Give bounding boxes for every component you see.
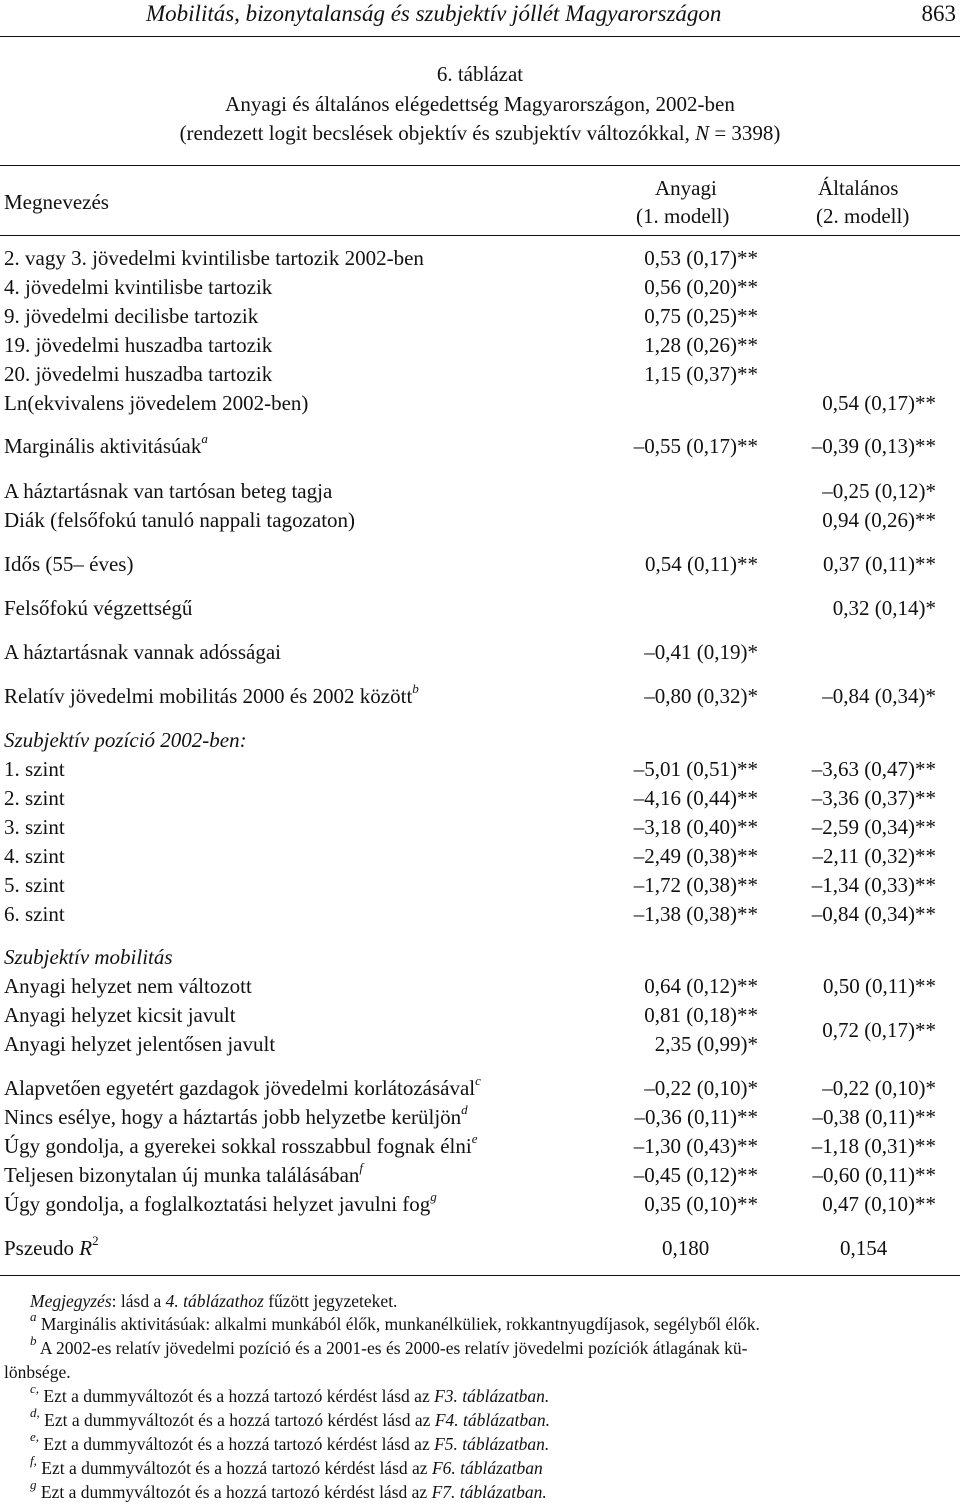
model1-cell: 0,35 (0,10)** (644, 1192, 758, 1216)
model2-cell: 0,32 (0,14)* (832, 596, 936, 620)
table-row (0, 1074, 960, 1103)
note-c-ref: F3. táblázatban. (434, 1386, 550, 1406)
row-label (4, 813, 65, 841)
model2-cell: –1,34 (0,33)** (811, 873, 936, 897)
note-b (30, 1333, 960, 1360)
row-label-text: A háztartásnak van tartósan beteg tagja (4, 479, 333, 503)
model2-cell: 0,50 (0,11)** (823, 974, 936, 998)
table-row (0, 1234, 960, 1263)
row-label (4, 755, 65, 783)
note-e-ref: F5. táblázatban. (434, 1434, 550, 1454)
note-d-mark: d, (30, 1405, 40, 1421)
row-footnote-mark: e (471, 1131, 478, 1146)
row-label-text: Pszeudo R (4, 1236, 93, 1260)
model1-cell: –0,45 (0,12)** (633, 1163, 758, 1187)
note-d (30, 1405, 960, 1432)
row-label-text: Anyagi helyzet nem változott (4, 974, 252, 998)
row-label-text: 1. szint (4, 757, 65, 781)
note-c-mark: c, (30, 1381, 40, 1397)
table-row (0, 1103, 960, 1132)
model2-cell: 0,154 (840, 1236, 888, 1260)
table-top-rule (0, 165, 960, 166)
note-b-cont: lönbsége. (4, 1362, 71, 1382)
model1-cell: –0,80 (0,32)* (644, 684, 758, 708)
row-label (4, 331, 272, 359)
model1-cell: 0,64 (0,12)** (644, 974, 758, 998)
row-label-text: 3. szint (4, 815, 65, 839)
table-subtitle: (rendezett logit becslések objektív és szubjektív változókkal, N = 3398) (179, 121, 781, 145)
header-rule (0, 36, 960, 37)
row-label (4, 1190, 437, 1218)
row-label (4, 550, 133, 578)
note-megjegyzes (30, 1290, 960, 1313)
note-f-mark: f, (30, 1453, 37, 1469)
model2-cell: –0,38 (0,11)** (812, 1105, 936, 1129)
table-row (0, 682, 960, 711)
note-f (30, 1453, 960, 1480)
row-label-text: 20. jövedelmi huszadba tartozik (4, 362, 273, 386)
row-label (4, 784, 65, 812)
note-b-text1: A 2002-es relatív jövedelmi pozíció és a 2001-es és 2000-es relatív jövedelmi pozíciók átlagának kü- (39, 1338, 748, 1358)
row-label-text: 6. szint (4, 902, 65, 926)
row-label (4, 432, 208, 460)
table-row (0, 331, 960, 360)
model2-cell: 0,94 (0,26)** (822, 508, 936, 532)
table-row (0, 550, 960, 579)
table-row (0, 726, 960, 755)
row-label-text: Úgy gondolja, a gyerekei sokkal rosszabbul fognak élni (4, 1134, 472, 1158)
model1-cell: 0,75 (0,25)** (644, 304, 758, 328)
note-a-text: Marginális aktivitásúak: alkalmi munkából élők, munkanélküliek, rokkantnyugdíjasok, segélyből élők. (40, 1314, 760, 1334)
row-label (4, 506, 355, 534)
note-e (30, 1429, 960, 1456)
row-label (4, 842, 65, 870)
note-g (30, 1477, 960, 1504)
table-row (0, 755, 960, 784)
row-label (4, 682, 419, 710)
row-label-text: 2. szint (4, 786, 65, 810)
model1-cell: –4,16 (0,44)** (633, 786, 758, 810)
model1-cell: –1,72 (0,38)** (633, 873, 758, 897)
row-footnote-mark: b (412, 681, 419, 696)
row-label (4, 1161, 363, 1189)
table-row (0, 1132, 960, 1161)
row-label (4, 302, 258, 330)
r-symbol: R (79, 1236, 93, 1260)
model2-cell: –3,36 (0,37)** (811, 786, 936, 810)
page-number: 863 (921, 1, 956, 26)
table-row (0, 813, 960, 842)
table-row (0, 784, 960, 813)
row-label-text: A háztartásnak vannak adósságai (4, 640, 281, 664)
row-label-text: Felsőfokú végzettségű (4, 596, 193, 620)
model2-cell: 0,54 (0,17)** (822, 391, 936, 415)
row-label-text: Anyagi helyzet jelentősen javult (4, 1032, 276, 1056)
table-title: Anyagi és általános elégedettség Magyarországon, 2002-ben (225, 92, 735, 116)
note-f-ref: F6. táblázatban (431, 1458, 543, 1478)
note-megj-text1: : lásd a (111, 1291, 166, 1311)
row-label (4, 477, 332, 505)
row-footnote-mark: c (475, 1073, 481, 1088)
model1-cell: 1,15 (0,37)** (644, 362, 758, 386)
row-footnote-mark: a (201, 431, 208, 446)
merged-model2-cell: 0,72 (0,17)** (822, 1018, 936, 1042)
row-label-text: 5. szint (4, 873, 65, 897)
table-row (0, 943, 960, 972)
row-label-text: Szubjektív mobilitás (4, 945, 173, 969)
model1-cell: 1,28 (0,26)** (644, 333, 758, 357)
table-row (0, 972, 960, 1001)
column-header-model2: Általános (818, 176, 899, 200)
note-d-text: Ezt a dummyváltozót és a hozzá tartozó kérdést lásd az (44, 1410, 435, 1430)
row-label (4, 389, 308, 417)
table-row (0, 900, 960, 929)
row-label-text: 9. jövedelmi decilisbe tartozik (4, 304, 259, 328)
model2-cell: –2,59 (0,34)** (811, 815, 936, 839)
page-header (0, 0, 960, 32)
column-header-label: Megnevezés (4, 190, 109, 214)
row-footnote-mark: 2 (92, 1233, 99, 1248)
model1-cell: 0,81 (0,18)** (644, 1003, 758, 1027)
row-footnote-mark: g (430, 1189, 437, 1204)
row-label-text: 2. vagy 3. jövedelmi kvintilisbe tartozik 2002-ben (4, 246, 424, 270)
row-label (4, 1132, 478, 1160)
table-row (0, 360, 960, 389)
row-label-text: Nincs esélye, hogy a háztartás jobb helyzetbe kerüljön (4, 1105, 462, 1129)
row-label-text: Ln(ekvivalens jövedelem 2002-ben) (4, 391, 309, 415)
note-e-mark: e, (30, 1429, 40, 1445)
table-row (0, 594, 960, 623)
note-megj-ref: 4. táblázathoz (165, 1291, 264, 1311)
model2-cell: 0,37 (0,11)** (823, 552, 936, 576)
table-row (0, 477, 960, 506)
table-row (0, 506, 960, 535)
table-row (0, 638, 960, 667)
model1-cell: –0,36 (0,11)** (634, 1105, 758, 1129)
note-a (30, 1309, 960, 1336)
row-label-text: 4. szint (4, 844, 65, 868)
note-g-ref: F7. táblázatban. (431, 1482, 547, 1502)
model1-cell: –0,22 (0,10)* (644, 1076, 758, 1100)
row-label (4, 900, 65, 928)
header-bottom-rule (0, 235, 960, 236)
note-c-text: Ezt a dummyváltozót és a hozzá tartozó kérdést lásd az (43, 1386, 435, 1406)
model1-cell: 0,53 (0,17)** (644, 246, 758, 270)
column-header-model1: Anyagi (655, 176, 717, 200)
model1-cell: –3,18 (0,40)** (633, 815, 758, 839)
model1-cell: 0,54 (0,11)** (645, 552, 758, 576)
note-megj-label: Megjegyzés (30, 1291, 112, 1311)
row-footnote-mark: f (359, 1160, 364, 1175)
model2-cell: –0,60 (0,11)** (812, 1163, 936, 1187)
model2-cell: –2,11 (0,32)** (812, 844, 936, 868)
model1-cell: –5,01 (0,51)** (633, 757, 758, 781)
model2-cell: –0,84 (0,34)** (811, 902, 936, 926)
note-e-text: Ezt a dummyváltozót és a hozzá tartozó kérdést lásd az (43, 1434, 435, 1454)
table-row (0, 871, 960, 900)
row-label (4, 594, 192, 622)
n-symbol: N (695, 121, 710, 145)
model1-cell: –0,41 (0,19)* (644, 640, 758, 664)
model1-cell: 0,180 (662, 1236, 710, 1260)
row-label-text: Úgy gondolja, a foglalkoztatási helyzet javulni fog (4, 1192, 431, 1216)
model1-cell: 2,35 (0,99)* (654, 1032, 758, 1056)
model2-cell: –0,39 (0,13)** (811, 434, 936, 458)
model2-cell: –1,18 (0,31)** (811, 1134, 936, 1158)
note-c (30, 1381, 960, 1408)
row-label-text: 4. jövedelmi kvintilisbe tartozik (4, 275, 273, 299)
column-header-model1-sub: (1. modell) (636, 204, 730, 228)
model2-cell: 0,47 (0,10)** (822, 1192, 936, 1216)
note-g-text: Ezt a dummyváltozót és a hozzá tartozó kérdést lásd az (40, 1482, 432, 1502)
model2-cell: –0,84 (0,34)* (822, 684, 936, 708)
table-row (0, 389, 960, 418)
row-label (4, 360, 272, 388)
row-label-text: Marginális aktivitásúak (4, 434, 202, 458)
row-label-text: Anyagi helyzet kicsit javult (4, 1003, 236, 1027)
model2-cell: –0,25 (0,12)* (822, 479, 936, 503)
table-row (0, 842, 960, 871)
row-label-text: Idős (55– éves) (4, 552, 134, 576)
row-label-text: Alapvetően egyetért gazdagok jövedelmi korlátozásával (4, 1076, 476, 1100)
row-label (4, 1234, 99, 1262)
running-title: Mobilitás, bizonytalanság és szubjektív jóllét Magyarországon (146, 1, 722, 26)
table-row (0, 432, 960, 461)
row-label (4, 1103, 468, 1131)
model1-cell: –1,30 (0,43)** (633, 1134, 758, 1158)
row-label-text: Szubjektív pozíció 2002-ben: (4, 728, 247, 752)
table-row (0, 273, 960, 302)
table-row (0, 302, 960, 331)
row-label-text: Diák (felsőfokú tanuló nappali tagozaton) (4, 508, 356, 532)
note-f-text: Ezt a dummyváltozót és a hozzá tartozó kérdést lásd az (41, 1458, 432, 1478)
model1-cell: –1,38 (0,38)** (633, 902, 758, 926)
note-b-mark: b (30, 1333, 37, 1349)
table-bottom-rule (0, 1275, 960, 1276)
table-row (0, 1190, 960, 1219)
row-label-text: Relatív jövedelmi mobilitás 2000 és 2002 között (4, 684, 413, 708)
note-g-mark: g (30, 1477, 37, 1493)
table-number: 6. táblázat (436, 62, 524, 86)
model1-cell: –0,55 (0,17)** (633, 434, 758, 458)
row-label-text: Teljesen bizonytalan új munka találásában (4, 1163, 360, 1187)
model1-cell: –2,49 (0,38)** (633, 844, 758, 868)
row-label (4, 871, 65, 899)
table-row (0, 244, 960, 273)
note-d-ref: F4. táblázatban. (434, 1410, 551, 1430)
row-label-text: 19. jövedelmi huszadba tartozik (4, 333, 273, 357)
column-header-model2-sub: (2. modell) (816, 204, 910, 228)
row-label (4, 943, 173, 971)
row-label (4, 638, 281, 666)
model1-cell: 0,56 (0,20)** (644, 275, 758, 299)
row-label (4, 273, 272, 301)
row-label (4, 972, 252, 1000)
note-megj-text2: fűzött jegyzeteket. (263, 1291, 398, 1311)
row-footnote-mark: d (461, 1102, 468, 1117)
model2-cell: –0,22 (0,10)* (822, 1076, 936, 1100)
note-a-mark: a (30, 1309, 37, 1325)
table-row (0, 1161, 960, 1190)
row-label (4, 726, 247, 754)
row-label (4, 244, 424, 272)
model2-cell: –3,63 (0,47)** (811, 757, 936, 781)
row-label (4, 1074, 481, 1102)
table-merged-cell-row (0, 1016, 960, 1045)
